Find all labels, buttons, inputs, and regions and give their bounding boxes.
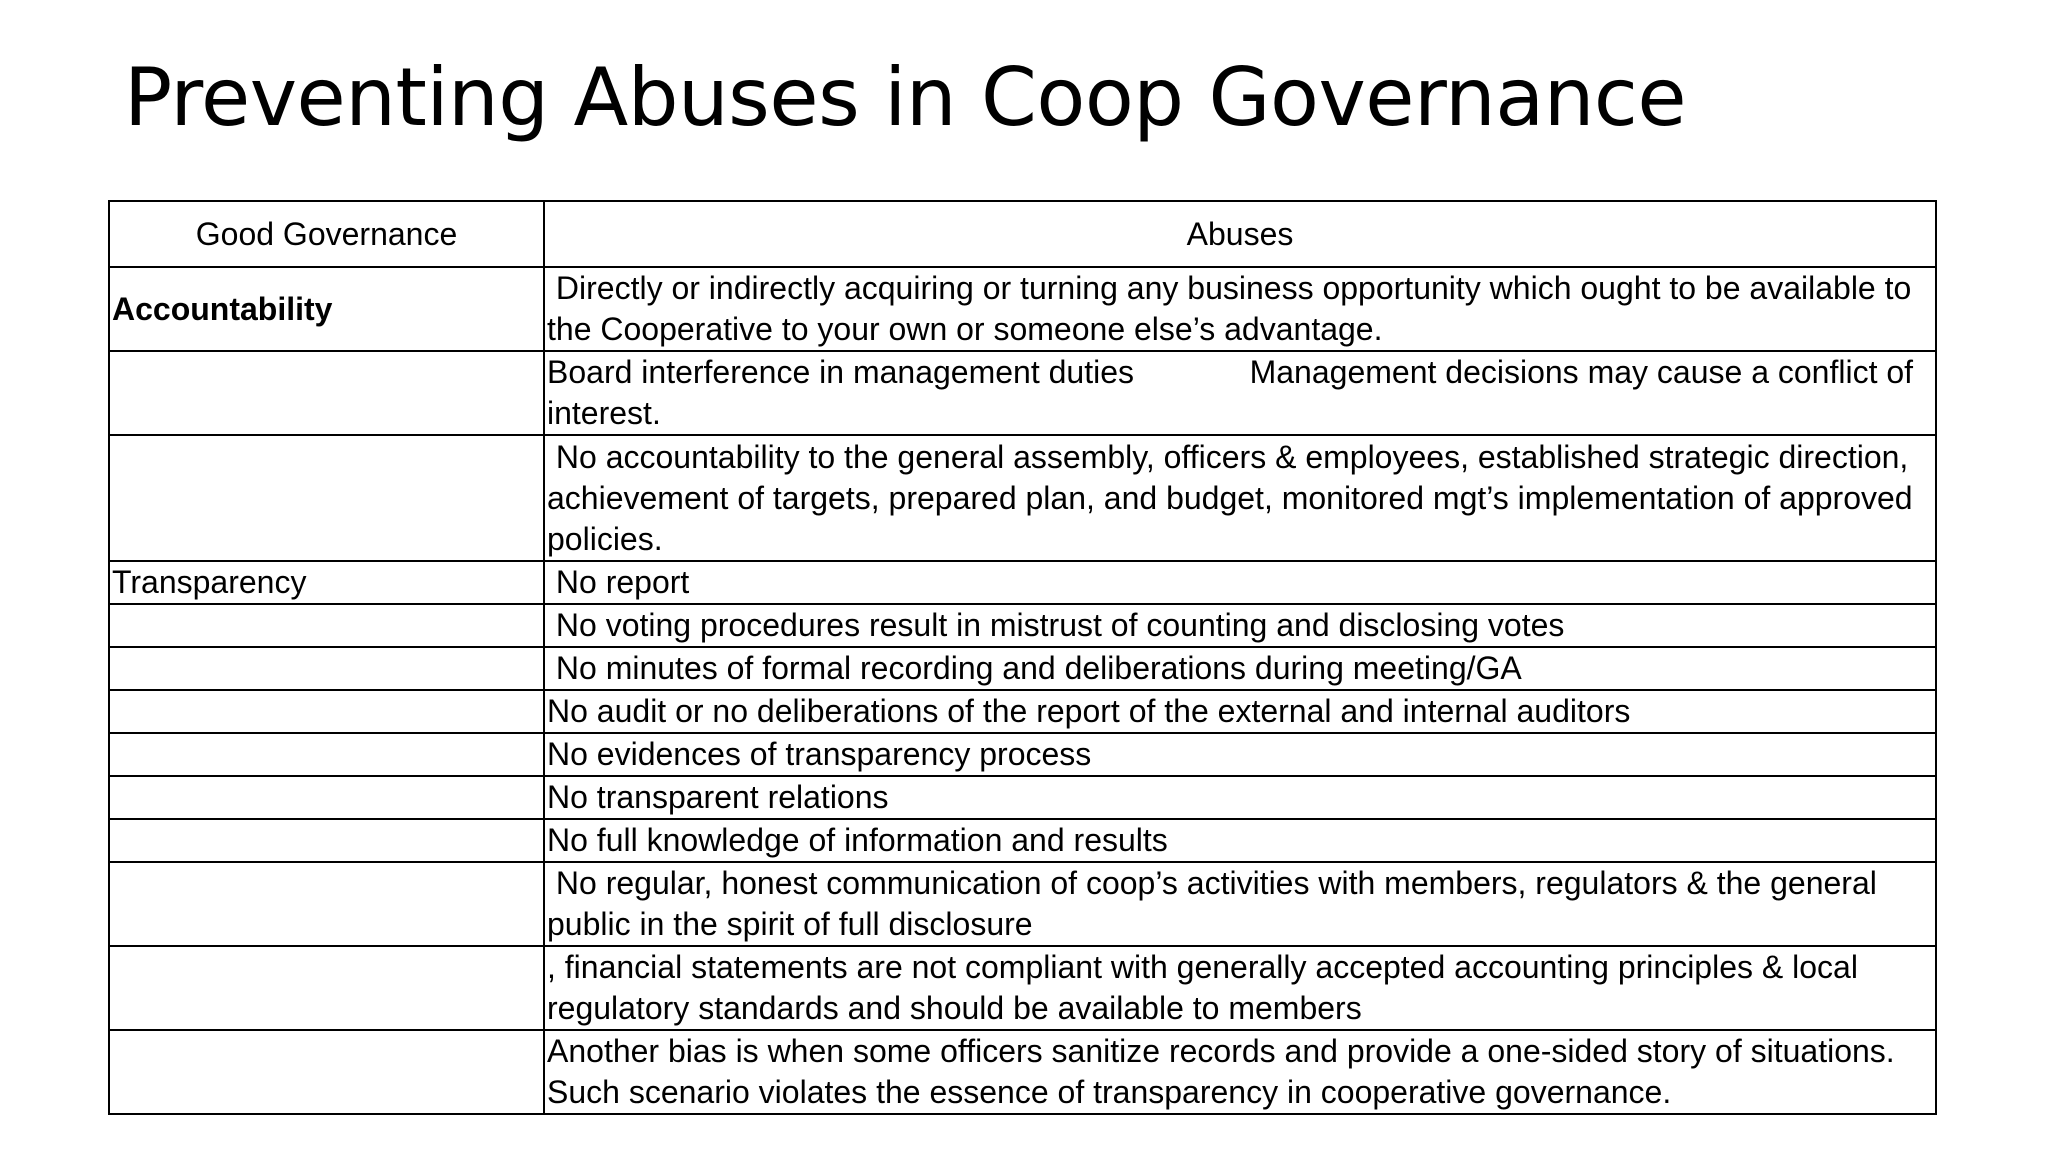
header-abuses: Abuses [544, 201, 1936, 267]
abuse-cell: No minutes of formal recording and deliberations during meeting/GA [544, 647, 1936, 690]
category-cell: Transparency [109, 561, 544, 604]
abuse-cell: No transparent relations [544, 776, 1936, 819]
abuse-cell: No full knowledge of information and results [544, 819, 1936, 862]
table-row [109, 1030, 1936, 1114]
abuse-cell: No regular, honest communication of coop’s activities with members, regulators & the general public in the spirit of full disclosure [544, 862, 1936, 946]
table-row [109, 435, 1936, 561]
table-row [109, 267, 1936, 351]
category-cell [109, 1030, 544, 1114]
abuse-cell: Directly or indirectly acquiring or turning any business opportunity which ought to be available to the Cooperative to your own or someone else’s advantage. [544, 267, 1936, 351]
category-cell [109, 604, 544, 647]
abuse-cell: Another bias is when some officers sanitize records and provide a one-sided story of situations. Such scenario violates the essence of transparency in cooperative governance. [544, 1030, 1936, 1114]
category-cell [109, 946, 544, 1030]
table-row [109, 819, 1936, 862]
slide-title: Preventing Abuses in Coop Governance [124, 51, 1687, 144]
table-header-row [109, 201, 1936, 267]
category-cell [109, 647, 544, 690]
category-cell: Accountability [109, 267, 544, 351]
abuse-cell: Board interference in management duties Management decisions may cause a conflict of interest. [544, 351, 1936, 435]
table-row [109, 604, 1936, 647]
table-row [109, 946, 1936, 1030]
table-row [109, 351, 1936, 435]
table-row [109, 647, 1936, 690]
category-cell [109, 733, 544, 776]
category-cell [109, 862, 544, 946]
abuse-cell: , financial statements are not compliant with generally accepted accounting principles & local regulatory standards and should be available to members [544, 946, 1936, 1030]
abuse-cell: No evidences of transparency process [544, 733, 1936, 776]
category-cell [109, 351, 544, 435]
header-good-governance: Good Governance [109, 201, 544, 267]
category-cell [109, 819, 544, 862]
table-row [109, 561, 1936, 604]
abuse-cell: No report [544, 561, 1936, 604]
abuse-cell: No voting procedures result in mistrust of counting and disclosing votes [544, 604, 1936, 647]
table-row [109, 776, 1936, 819]
category-cell [109, 776, 544, 819]
governance-table [108, 200, 1937, 1115]
category-cell [109, 435, 544, 561]
abuse-cell: No accountability to the general assembly, officers & employees, established strategic direction, achievement of targets, prepared plan, and budget, monitored mgt’s implementation of approved policies. [544, 435, 1936, 561]
table-row [109, 862, 1936, 946]
table-row [109, 690, 1936, 733]
category-cell [109, 690, 544, 733]
abuse-cell: No audit or no deliberations of the report of the external and internal auditors [544, 690, 1936, 733]
table-row [109, 733, 1936, 776]
